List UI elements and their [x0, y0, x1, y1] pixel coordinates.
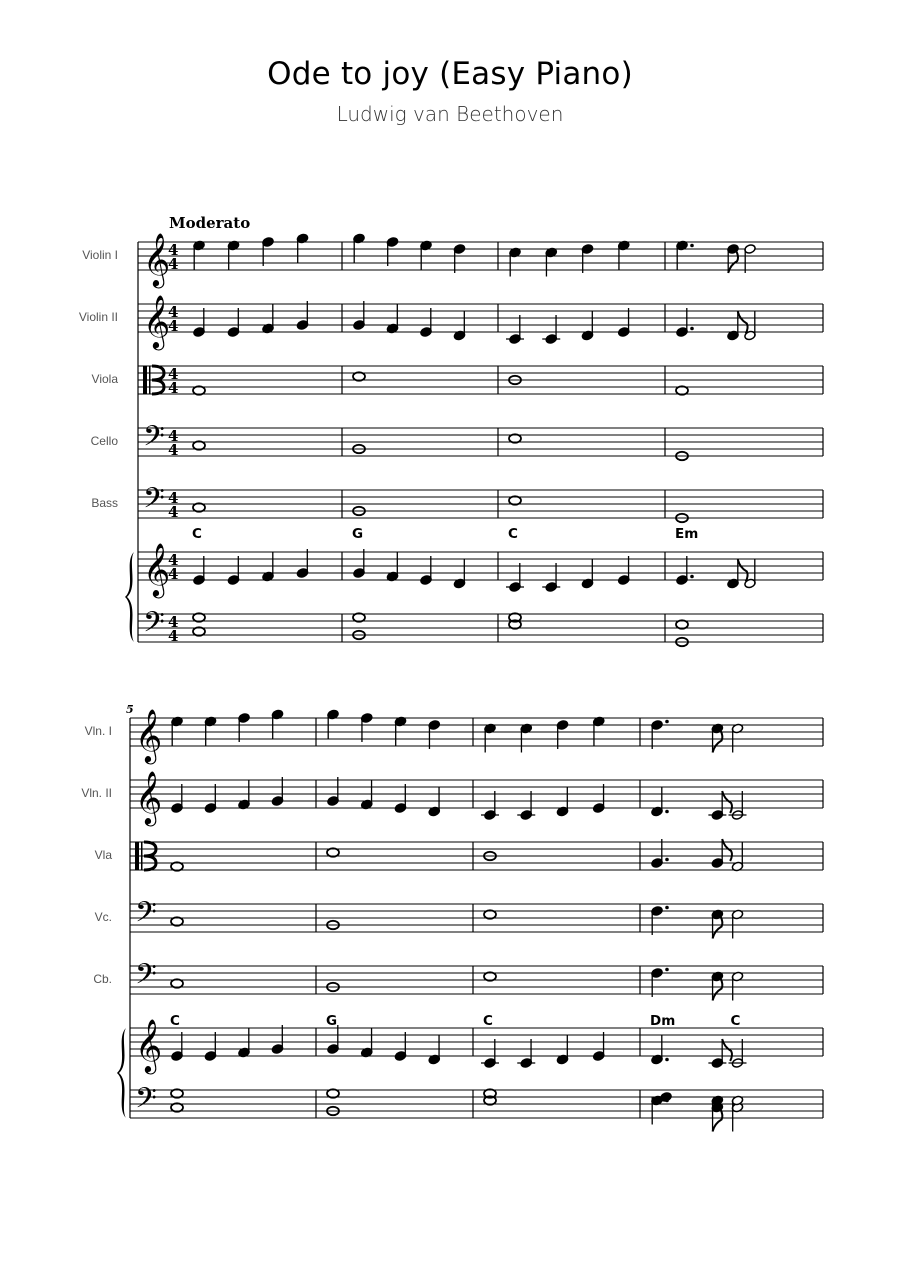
staff-vln-ii: [81, 777, 823, 820]
instrument-label: Cello: [90, 434, 118, 448]
time-signature-top: 4: [168, 427, 179, 445]
staff-piano-bass: [138, 613, 823, 646]
augmentation-dot: [665, 906, 669, 910]
system-1: [79, 233, 823, 646]
augmentation-dot: [665, 720, 669, 724]
whole-note: [676, 386, 688, 394]
instrument-label: Vc.: [94, 910, 112, 924]
chord-symbol: C: [483, 1013, 493, 1029]
staff-vla: [95, 839, 823, 872]
augmentation-dot: [690, 327, 694, 331]
augmentation-dot: [665, 1099, 669, 1103]
whole-note: [484, 910, 496, 918]
time-signature-top: 4: [168, 613, 179, 631]
whole-note: [193, 503, 205, 511]
chord-symbol: G: [326, 1013, 338, 1029]
treble-clef-icon: 𝄞: [135, 770, 163, 824]
whole-note: [193, 386, 205, 394]
piano-brace: [125, 552, 134, 642]
whole-note: [171, 862, 183, 870]
whole-note: [327, 848, 339, 856]
eighth-flag: [713, 731, 723, 753]
alto-clef-bar: [149, 366, 151, 394]
time-signature-top: 4: [168, 241, 179, 259]
instrument-label: Viola: [91, 372, 118, 386]
augmentation-dot: [665, 858, 669, 862]
treble-clef-icon: 𝄞: [143, 294, 171, 348]
augmentation-dot: [690, 575, 694, 579]
staff-cb-: [93, 966, 823, 1029]
chord-symbol: C: [508, 526, 518, 542]
treble-clef-icon: 𝄞: [135, 708, 163, 762]
chord-symbol: C: [192, 526, 202, 542]
chord-symbol: Dm: [650, 1013, 676, 1029]
whole-note: [484, 972, 496, 980]
whole-note: [353, 613, 365, 621]
time-signature-bottom: 4: [168, 255, 179, 273]
staff-cello: [91, 427, 823, 460]
time-signature-top: 4: [168, 365, 179, 383]
time-signature-bottom: 4: [168, 627, 179, 645]
eighth-flag: [738, 312, 748, 334]
whole-note: [353, 372, 365, 380]
instrument-label: Violin I: [82, 248, 118, 262]
bass-clef-icon: 𝄢: [143, 420, 165, 460]
eighth-flag: [713, 1110, 723, 1132]
instrument-label: Vla: [94, 848, 112, 862]
time-signature-bottom: 4: [168, 441, 179, 459]
treble-clef-icon: 𝄞: [135, 1018, 163, 1072]
time-signature-top: 4: [168, 551, 179, 569]
bass-clef-icon: 𝄢: [135, 958, 157, 998]
staff-viola: [92, 365, 823, 397]
staff-violin-i: [82, 233, 823, 276]
tempo-marking: Moderato: [169, 214, 251, 232]
instrument-label: Vln. I: [84, 724, 112, 738]
augmentation-dot: [690, 244, 694, 248]
augmentation-dot: [665, 1058, 669, 1062]
instrument-label: Violin II: [78, 310, 118, 324]
whole-note: [509, 434, 521, 442]
measure-number: 5: [126, 703, 134, 716]
whole-note: [509, 496, 521, 504]
alto-clef-icon: [135, 842, 156, 870]
whole-note: [171, 979, 183, 987]
time-signature-bottom: 4: [168, 379, 179, 397]
whole-note: [193, 613, 205, 621]
chord-symbol: G: [352, 526, 364, 542]
eighth-flag: [713, 917, 723, 939]
augmentation-dot: [665, 968, 669, 972]
instrument-label: Vln. II: [81, 786, 112, 800]
chord-symbol: C: [730, 1013, 741, 1029]
bass-clef-icon: 𝄢: [135, 896, 157, 936]
whole-note: [171, 917, 183, 925]
time-signature-bottom: 4: [168, 317, 179, 335]
staff-violin-ii: [79, 301, 823, 344]
whole-note: [676, 620, 688, 628]
augmentation-dot: [665, 810, 669, 814]
staff-bass: [91, 489, 823, 542]
chord-symbol: Em: [675, 526, 699, 542]
whole-note: [193, 441, 205, 449]
alto-clef-icon: [143, 366, 164, 394]
treble-clef-icon: 𝄞: [143, 542, 171, 596]
treble-clef-icon: 𝄞: [143, 232, 171, 286]
bass-clef-icon: 𝄢: [135, 1082, 157, 1122]
alto-clef-bar: [143, 366, 147, 394]
time-signature-bottom: 4: [168, 565, 179, 583]
composer-name: Ludwig van Beethoven: [336, 102, 564, 126]
whole-note: [327, 1089, 339, 1097]
bass-clef-icon: 𝄢: [143, 482, 165, 522]
chord-symbol: C: [170, 1013, 180, 1029]
staff-piano-bass: [130, 1089, 823, 1131]
alto-clef-bar: [135, 842, 139, 870]
instrument-label: Cb.: [93, 972, 112, 986]
system-2: [81, 709, 823, 1131]
instrument-label: Bass: [91, 496, 118, 510]
bass-clef-icon: 𝄢: [143, 606, 165, 646]
eighth-flag: [713, 979, 723, 1001]
staff-vln-i: [85, 709, 823, 752]
eighth-flag: [738, 560, 748, 582]
staff-vc-: [95, 904, 823, 939]
whole-note: [171, 1103, 183, 1111]
whole-note: [171, 1089, 183, 1097]
alto-clef-bar: [141, 842, 143, 870]
score-title: Ode to joy (Easy Piano): [267, 56, 633, 92]
time-signature-bottom: 4: [168, 503, 179, 521]
piano-brace: [117, 1028, 126, 1118]
time-signature-top: 4: [168, 489, 179, 507]
whole-note: [193, 627, 205, 635]
time-signature-top: 4: [168, 303, 179, 321]
